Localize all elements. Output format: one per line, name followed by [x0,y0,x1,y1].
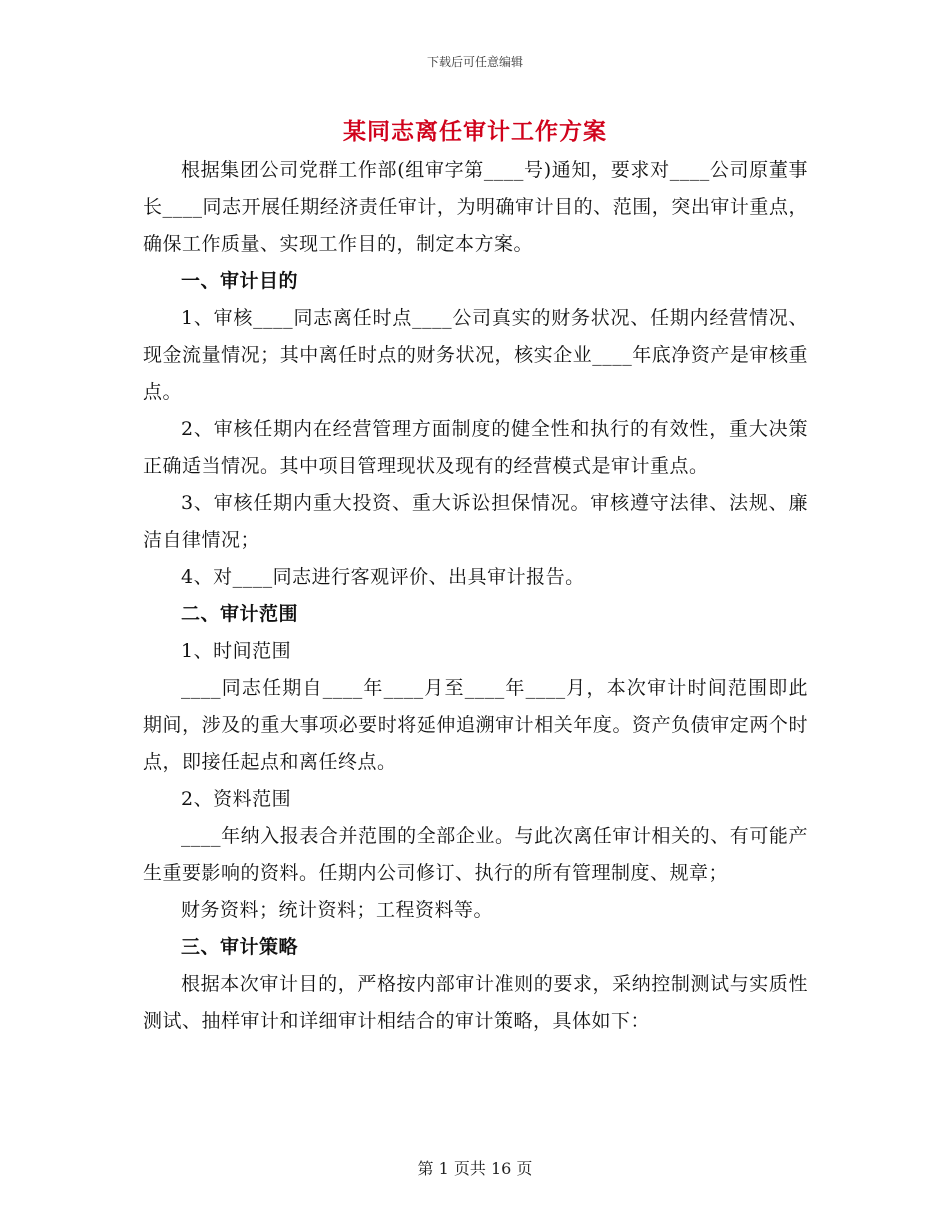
intro-paragraph: 根据集团公司党群工作部(组审字第____号)通知，要求对____公司原董事长____同志开展任期经济责任审计，为明确审计目的、范围，突出审计重点，确保工作质量、实现工作目的，制定本方案。 [143,159,808,255]
page-footer: 第 1 页共 16 页 [417,1159,533,1178]
document-body [143,152,808,1040]
section-heading: 一、审计目的 [181,270,299,292]
section-heading: 三、审计策略 [181,936,299,958]
body-paragraph: 4、对____同志进行客观评价、出具审计报告。 [181,566,585,588]
sub-heading: 2、资料范围 [181,788,292,810]
body-paragraph: ____年纳入报表合并范围的全部企业。与此次离任审计相关的、有可能产生重要影响的资料。任期内公司修订、执行的所有管理制度、规章； [143,825,808,884]
document-title: 某同志离任审计工作方案 [343,118,607,145]
body-paragraph: 1、审核____同志离任时点____公司真实的财务状况、任期内经营情况、现金流量情况；其中离任时点的财务状况，核实企业____年底净资产是审核重点。 [143,307,808,403]
section-heading: 二、审计范围 [181,603,299,625]
body-paragraph: 财务资料；统计资料；工程资料等。 [181,899,494,921]
body-paragraph: 2、审核任期内在经营管理方面制度的健全性和执行的有效性，重大决策正确适当情况。其中项目管理现状及现有的经营模式是审计重点。 [143,418,808,477]
body-paragraph: ____同志任期自____年____月至____年____月，本次审计时间范围即此期间，涉及的重大事项必要时将延伸追溯审计相关年度。资产负债审定两个时点，即接任起点和离任终点。 [143,677,808,773]
page-header: 下载后可任意编辑 [426,55,523,69]
body-paragraph: 3、审核任期内重大投资、重大诉讼担保情况。审核遵守法律、法规、廉洁自律情况； [143,492,808,551]
body-paragraph: 根据本次审计目的，严格按内部审计准则的要求，采纳控制测试与实质性测试、抽样审计和详细审计相结合的审计策略，具体如下： [143,973,808,1032]
sub-heading: 1、时间范围 [181,640,292,662]
